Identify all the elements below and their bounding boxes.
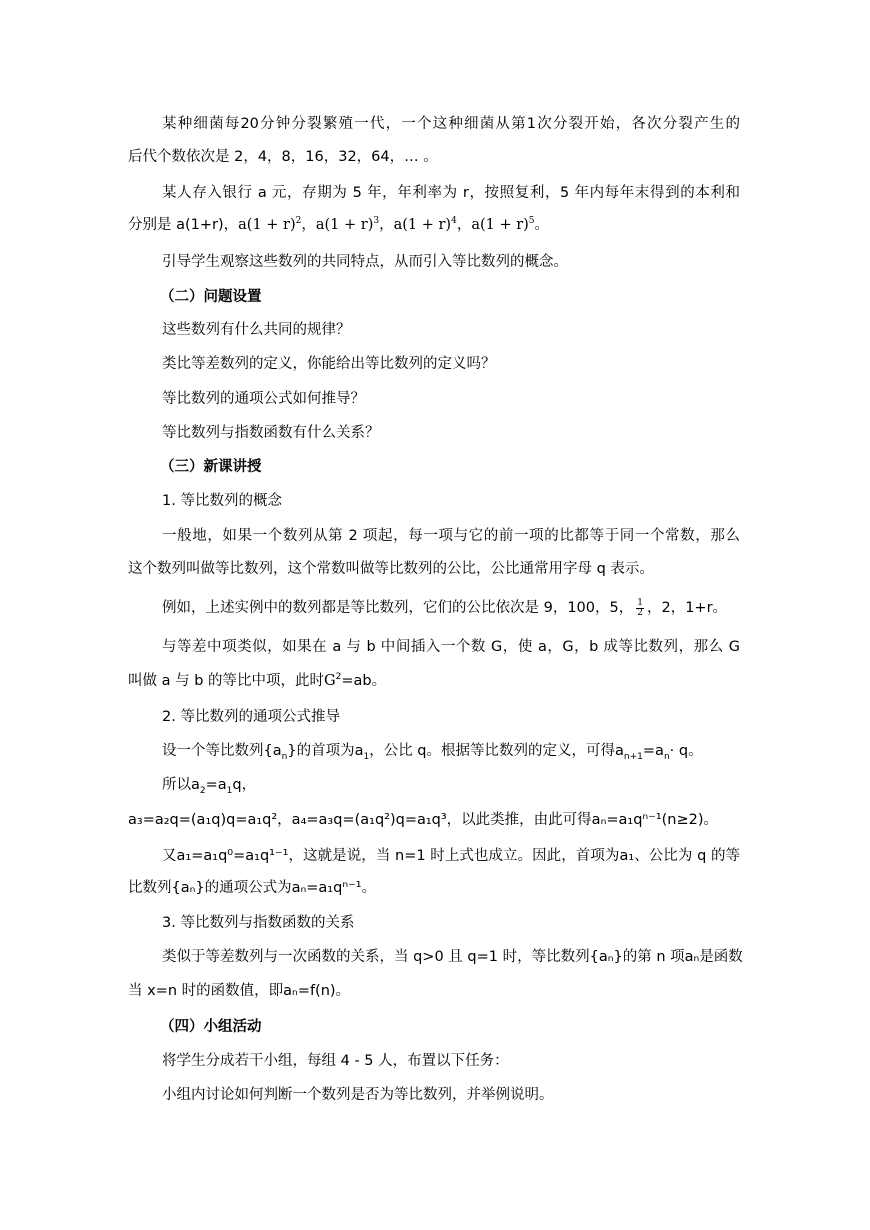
sub-n1: n+1 <box>623 751 643 762</box>
exp-3: 3 <box>373 216 380 227</box>
sep: ， <box>301 217 316 233</box>
formula-a1r3: a(1 + r) <box>315 217 374 233</box>
sub2-line2 <box>162 775 256 795</box>
mid-G: G <box>324 673 336 689</box>
formula-a1r5: a(1 + r) <box>471 217 529 233</box>
mid-exp: 2 <box>335 672 342 683</box>
eq: =a <box>642 743 664 759</box>
exp-5: 5 <box>528 216 535 227</box>
sep: ， <box>456 217 472 233</box>
section2-q4: 等比数列与指数函数有什么关系？ <box>162 425 380 441</box>
text: 所以 <box>162 777 191 793</box>
sub3-line1: 类似于等差数列与一次函数的关系，当 q>0 且 q=1 时，等比数列{aₙ}的第 n 项aₙ是函数 <box>162 949 743 965</box>
sub-1: 1 <box>226 785 233 796</box>
sub1-title: 1. 等比数列的概念 <box>162 493 282 509</box>
section4-heading: （四）小组活动 <box>160 1019 262 1035</box>
sub2-line1 <box>162 741 703 761</box>
text: ，公比 q。根据等比数列的定义，可得 <box>369 743 616 759</box>
mid-end: =ab。 <box>341 673 387 689</box>
a: a <box>615 743 624 759</box>
intro-p2-line1: 某人存入银行 a 元，存期为 5 年，年利率为 r，按照复利，5 年内每年末得到的本利和 <box>162 185 740 201</box>
example-prefix: 例如，上述实例中的数列都是等比数列，它们的公比依次是 9，100，5， <box>162 600 634 616</box>
seq: {a <box>263 743 282 759</box>
fraction-one-half <box>636 599 644 618</box>
definition-line1: 一般地，如果一个数列从第 2 项起，每一项与它的前一项的比都等于同一个常数，那么 <box>162 528 740 544</box>
sub3-line2: 当 x=n 时的函数值，即aₙ=f(n)。 <box>128 983 351 999</box>
intro-p1-line1: 某种细菌每20分钟分裂繁殖一代，一个这种细菌从第1次分裂开始，各次分裂产生的 <box>162 116 740 132</box>
sub2-title: 2. 等比数列的通项公式推导 <box>162 709 340 725</box>
section3-heading: （三）新课讲授 <box>160 459 262 475</box>
intro-p2-line2 <box>128 215 549 235</box>
end-period: 。 <box>534 217 550 233</box>
formula-a1r2: a(1 + r) <box>238 217 296 233</box>
intro-p2-prefix: 分别是 a(1+r)， <box>128 217 239 233</box>
section2-q3: 等比数列的通项公式如何推导？ <box>162 391 365 407</box>
sub-1: 1 <box>363 751 370 762</box>
intro-p1-line2: 后代个数依次是 2，4，8，16，32，64，… 。 <box>128 149 438 165</box>
mid-prefix: 叫做 a 与 b 的等比中项，此时 <box>128 673 325 689</box>
sub-n: n <box>663 751 670 762</box>
middle-term-line1: 与等差中项类似，如果在 a 与 b 中间插入一个数 G，使 a，G，b 成等比数列，那么 G <box>162 639 740 655</box>
a1: a <box>354 743 364 759</box>
section2-q2: 类比等差数列的定义，你能给出等比数列的定义吗？ <box>162 356 496 372</box>
sub-n: n <box>281 751 288 762</box>
sub2-line3: a₃=a₂q=(a₁q)q=a₁q²，a₄=a₃q=(a₁q²)q=a₁q³，以此类推，由此可得aₙ=a₁qⁿ⁻¹(n≥2)。 <box>128 812 719 828</box>
sub2-line4: 又a₁=a₁q⁰=a₁q¹⁻¹，这就是说，当 n=1 时上式也成立。因此，首项为a₁、公比为 q 的等 <box>162 848 740 864</box>
exp-2: 2 <box>295 216 302 227</box>
sep: ， <box>379 217 394 233</box>
sub-2: 2 <box>199 785 206 796</box>
end: q， <box>232 777 257 793</box>
formula-a1r4: a(1 + r) <box>393 217 452 233</box>
intro-p3: 引导学生观察这些数列的共同特点，从而引入等比数列的概念。 <box>162 254 568 270</box>
text: 设一个等比数列 <box>162 743 264 759</box>
end: · q。 <box>669 743 703 759</box>
definition-line2: 这个数列叫做等比数列，这个常数叫做等比数列的公比，公比通常用字母 q 表示。 <box>128 561 654 577</box>
section4-line2: 小组内讨论如何判断一个数列是否为等比数列，并举例说明。 <box>162 1087 554 1103</box>
frac-denominator: 2 <box>637 607 643 618</box>
section2-heading: （二）问题设置 <box>160 289 262 305</box>
example-suffix: ，2，1+r。 <box>646 600 728 616</box>
sub3-title: 3. 等比数列与指数函数的关系 <box>162 915 355 931</box>
section2-q1: 这些数列有什么共同的规律？ <box>162 322 351 338</box>
a: a <box>191 777 200 793</box>
frac-numerator: 1 <box>637 597 643 608</box>
section4-line1: 将学生分成若干小组，每组 4 - 5 人，布置以下任务： <box>162 1053 509 1069</box>
exp-4: 4 <box>451 216 457 227</box>
middle-term-line2 <box>128 671 386 691</box>
text: }的首项为 <box>287 743 355 759</box>
example-line <box>162 598 727 618</box>
eq: =a <box>205 777 227 793</box>
sub2-line5: 比数列{aₙ}的通项公式为aₙ=a₁qⁿ⁻¹。 <box>128 880 377 896</box>
